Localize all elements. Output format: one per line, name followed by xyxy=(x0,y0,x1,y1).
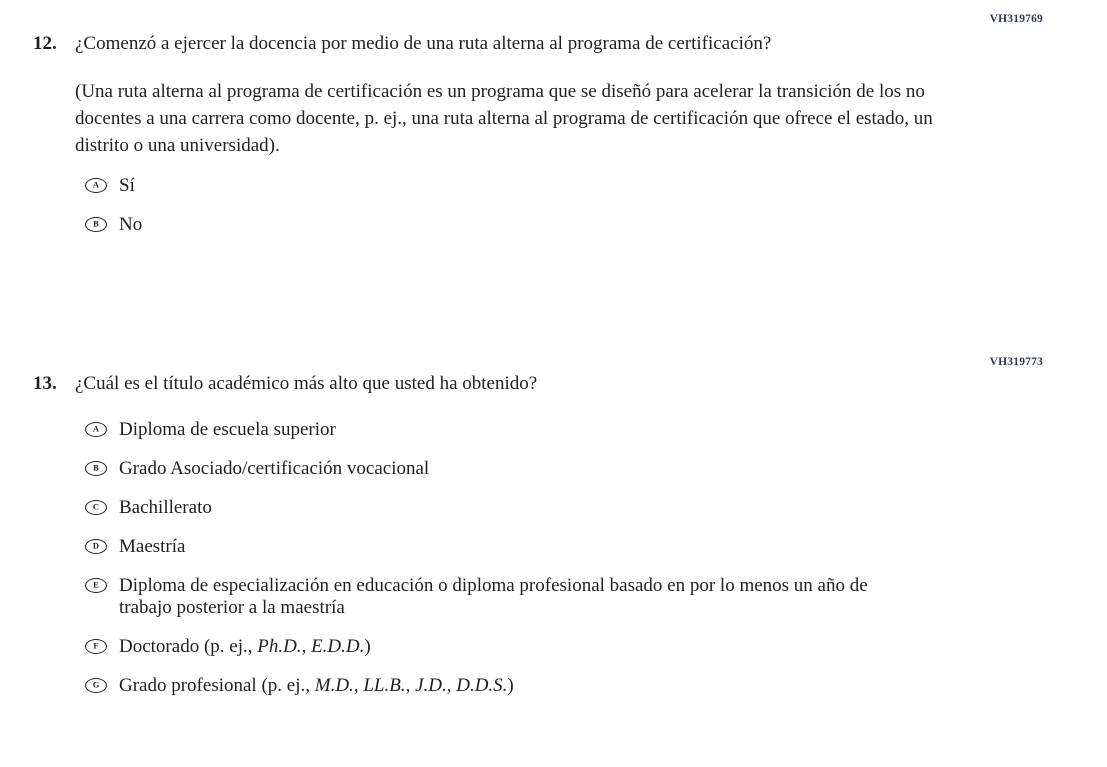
answer-bubble-icon[interactable] xyxy=(85,178,107,193)
question-text: ¿Comenzó a ejercer la docencia por medio de una ruta alterna al programa de certificación? xyxy=(75,33,772,54)
label-segment: Diploma de escuela superior xyxy=(119,419,336,440)
label-segment: Diploma de especialización en educación o diploma profesional basado en por lo menos un año de trabajo posterior a la maestría xyxy=(119,575,868,618)
bubble-letter: E xyxy=(93,579,99,590)
question-text: ¿Cuál es el título académico más alto que usted ha obtenido? xyxy=(75,373,538,394)
bubble-letter: A xyxy=(92,179,100,190)
label-segment-italic: E.D.D. xyxy=(311,636,365,657)
label-segment-italic: M.D. xyxy=(314,675,354,696)
answer-options xyxy=(85,419,1107,697)
answer-option-a[interactable] xyxy=(85,419,1107,441)
answer-option-a[interactable] xyxy=(85,175,1107,197)
label-segment-italic: LL.B. xyxy=(363,675,406,696)
answer-option-g[interactable] xyxy=(85,675,1107,697)
option-label xyxy=(119,575,909,619)
answer-bubble-icon[interactable] xyxy=(85,500,107,515)
question-number: 13. xyxy=(33,373,57,394)
answer-option-e[interactable] xyxy=(85,575,1107,619)
answer-option-c[interactable] xyxy=(85,497,1107,519)
option-label xyxy=(119,636,371,658)
option-label xyxy=(119,497,212,519)
question-12 xyxy=(33,0,1107,236)
option-label xyxy=(119,419,336,441)
option-label xyxy=(119,675,514,697)
bubble-letter: B xyxy=(93,218,99,229)
answer-option-f[interactable] xyxy=(85,636,1107,658)
label-segment-italic: D.D.S. xyxy=(456,675,508,696)
question-number: 12. xyxy=(33,33,57,54)
label-segment: No xyxy=(119,214,143,235)
question-code: VH319769 xyxy=(989,13,1043,25)
question-13 xyxy=(33,356,1107,697)
label-segment: Sí xyxy=(119,175,135,196)
answer-bubble-icon[interactable] xyxy=(85,639,107,654)
question-code: VH319773 xyxy=(989,356,1043,368)
bubble-letter: G xyxy=(92,679,100,690)
question-note: (Una ruta alterna al programa de certificación es un programa que se diseñó para acelerar la transición de los no docentes a una carrera como docente, p. ej., una ruta alterna al programa de certificación que ofrece el estado, un distrito o una universidad). xyxy=(75,81,933,156)
option-label xyxy=(119,214,142,236)
question-row xyxy=(33,0,1107,57)
bubble-letter: C xyxy=(92,501,100,512)
answer-bubble-icon[interactable] xyxy=(85,539,107,554)
bubble-letter: D xyxy=(92,540,100,551)
question-row xyxy=(33,356,1107,397)
answer-bubble-icon[interactable] xyxy=(85,217,107,232)
answer-bubble-icon[interactable] xyxy=(85,461,107,476)
label-segment: Bachillerato xyxy=(119,497,212,518)
answer-bubble-icon[interactable] xyxy=(85,578,107,593)
answer-bubble-icon[interactable] xyxy=(85,422,107,437)
label-segment: , xyxy=(301,636,312,657)
label-segment: Grado Asociado/certificación vocacional xyxy=(119,458,430,479)
label-segment: , xyxy=(353,675,364,696)
option-label xyxy=(119,536,185,558)
label-segment: , xyxy=(405,675,416,696)
label-segment: ) xyxy=(507,675,514,696)
answer-option-d[interactable] xyxy=(85,536,1107,558)
answer-option-b[interactable] xyxy=(85,458,1107,480)
option-label xyxy=(119,458,429,480)
bubble-letter: F xyxy=(93,640,99,651)
answer-option-b[interactable] xyxy=(85,214,1107,236)
label-segment: , xyxy=(446,675,457,696)
label-segment: Grado profesional (p. ej., xyxy=(119,675,315,696)
bubble-letter: B xyxy=(93,462,99,473)
label-segment: Maestría xyxy=(119,536,186,557)
label-segment-italic: J.D. xyxy=(415,675,447,696)
answer-options xyxy=(85,175,1107,236)
option-label xyxy=(119,175,135,197)
label-segment-italic: Ph.D. xyxy=(257,636,302,657)
label-segment: Doctorado (p. ej., xyxy=(119,636,258,657)
label-segment: ) xyxy=(364,636,371,657)
answer-bubble-icon[interactable] xyxy=(85,678,107,693)
bubble-letter: A xyxy=(92,423,100,434)
